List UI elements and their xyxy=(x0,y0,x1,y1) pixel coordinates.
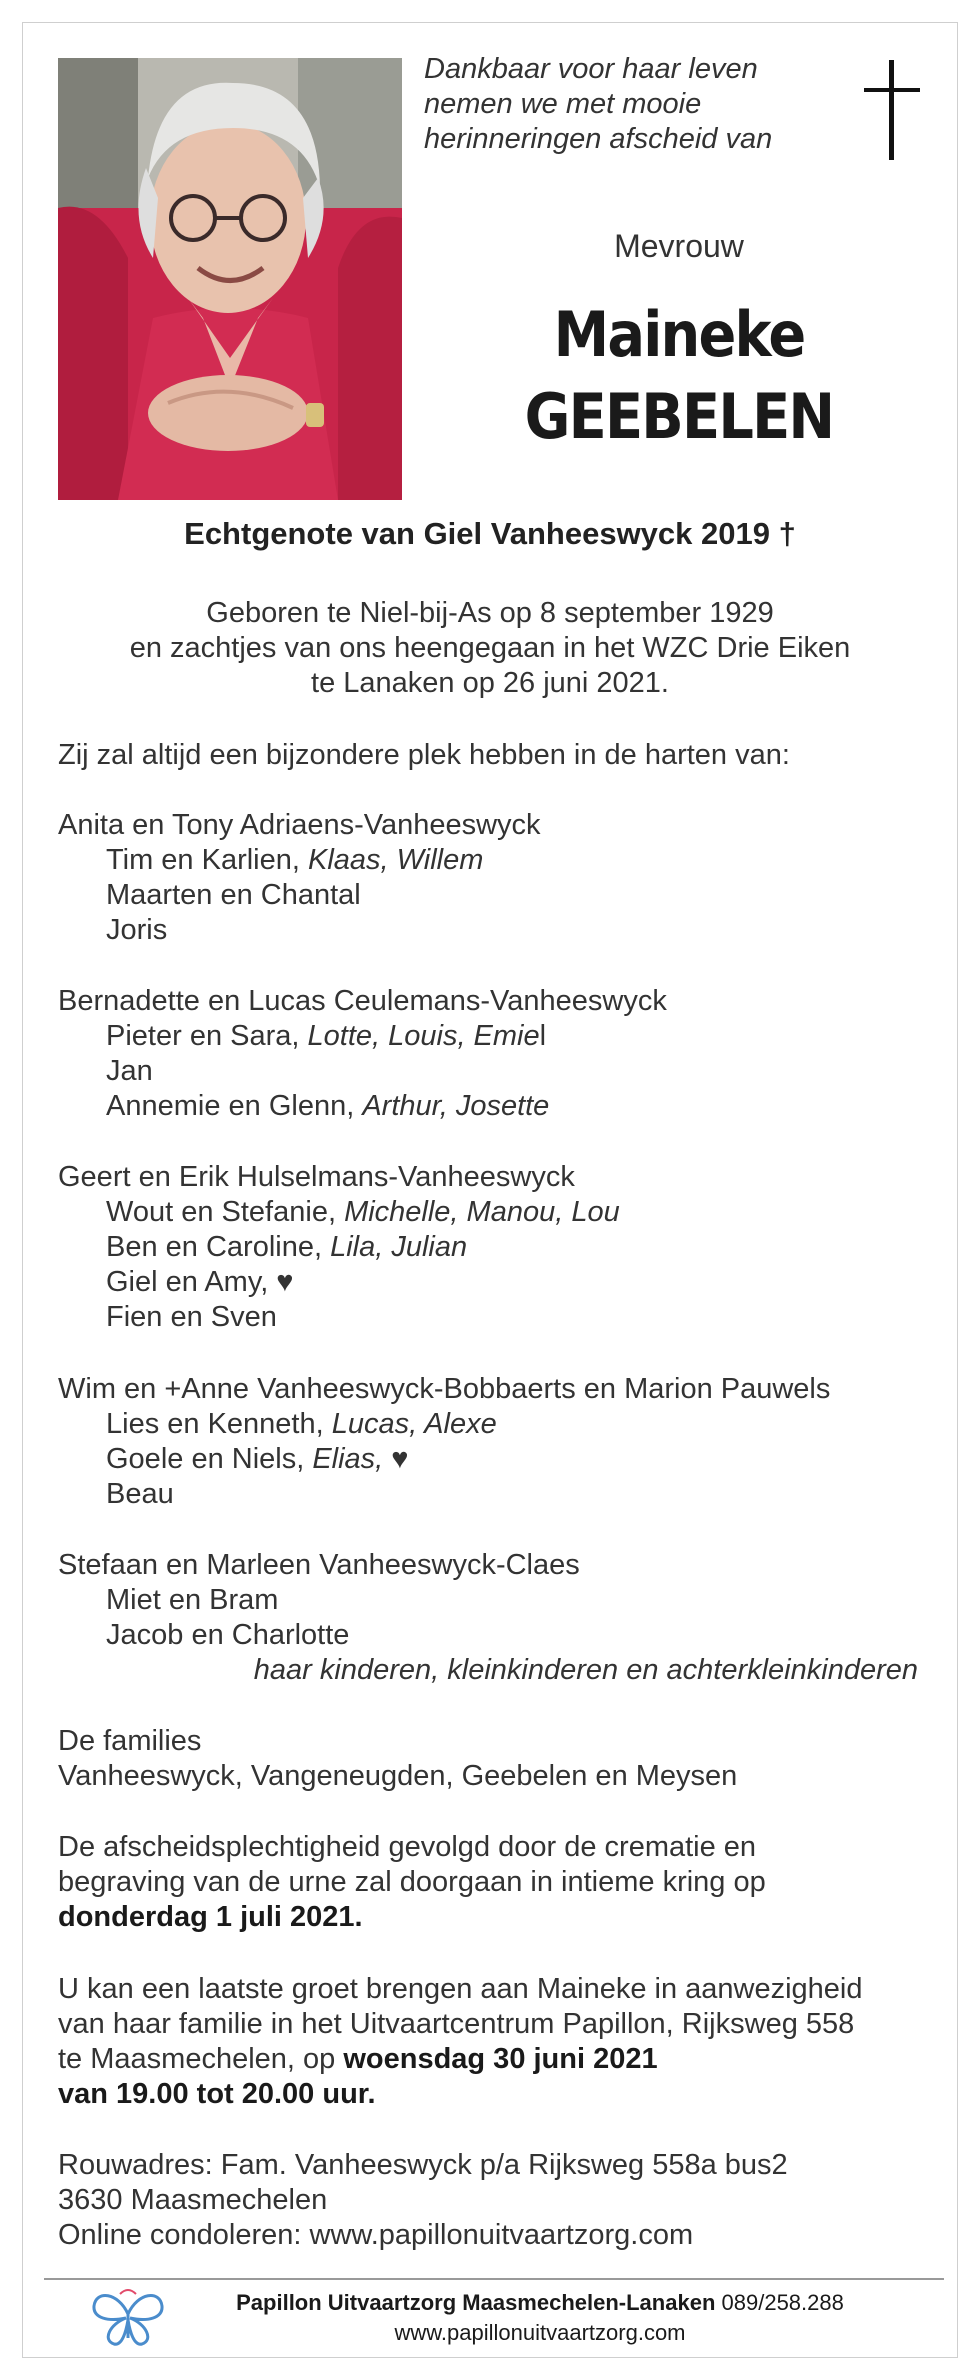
birth-line: te Lanaken op 26 juni 2021. xyxy=(311,667,669,699)
families-block xyxy=(58,1724,938,1794)
family-head: Geert en Erik Hulselmans-Vanheeswyck xyxy=(58,1161,575,1193)
family-row: Joris xyxy=(106,914,168,946)
row-italic: Michelle, Manou, Lou xyxy=(344,1196,620,1228)
family-row xyxy=(58,1442,938,1477)
family-row xyxy=(58,1407,938,1442)
family-row: Jacob en Charlotte xyxy=(106,1619,350,1651)
hearts-line xyxy=(58,738,938,773)
address-block xyxy=(58,2148,938,2253)
family-row: Beau xyxy=(106,1478,174,1510)
hearts-text: Zij zal altijd een bijzondere plek hebben in de harten van: xyxy=(58,739,790,771)
condolence-link[interactable]: Online condoleren: www.papillonuitvaartzorg.com xyxy=(58,2219,694,2251)
cross-icon xyxy=(864,60,920,160)
family-row xyxy=(58,843,938,878)
family-row xyxy=(58,1195,938,1230)
row-italic: Lucas, Alexe xyxy=(331,1408,497,1440)
family-row: Fien en Sven xyxy=(106,1301,277,1333)
row-italic: Lila, Julian xyxy=(330,1231,468,1263)
row-plain: Pieter en Sara, xyxy=(106,1020,308,1052)
funeral-home-website[interactable]: www.papillonuitvaartzorg.com xyxy=(394,2320,686,2345)
deceased-name xyxy=(518,294,840,458)
funeral-home-phone[interactable]: 089/258.288 xyxy=(721,2290,844,2315)
address-line: 3630 Maasmechelen xyxy=(58,2184,328,2216)
family-row: Giel en Amy, ♥ xyxy=(106,1266,294,1298)
family-block xyxy=(58,1372,938,1512)
visit-line: van haar familie in het Uitvaartcentrum Papillon, Rijksweg 558 xyxy=(58,2008,855,2040)
visit-plain: te Maasmechelen, op xyxy=(58,2043,344,2075)
funeral-home-name: Papillon Uitvaartzorg Maasmechelen-Lanaken xyxy=(236,2290,716,2315)
footer-company-line xyxy=(180,2288,900,2318)
family-row xyxy=(58,1089,938,1124)
portrait-photo xyxy=(58,58,402,500)
row-plain: Annemie en Glenn, xyxy=(106,1090,363,1122)
row-plain: Goele en Niels, xyxy=(106,1443,313,1475)
row-italic: Klaas, Willem xyxy=(308,844,484,876)
family-block xyxy=(58,984,938,1124)
family-row: Maarten en Chantal xyxy=(106,879,361,911)
footer xyxy=(180,2288,900,2348)
ceremony-line: begraving van de urne zal doorgaan in intieme kring op xyxy=(58,1866,766,1898)
row-plain: Ben en Caroline, xyxy=(106,1231,331,1263)
descendants-line: haar kinderen, kleinkinderen en achterkleinkinderen xyxy=(253,1654,918,1686)
ceremony-line: De afscheidsplechtigheid gevolgd door de crematie en xyxy=(58,1831,757,1863)
visit-line xyxy=(58,2042,938,2077)
birth-line: Geboren te Niel-bij-As op 8 september 1929 xyxy=(206,597,774,629)
birth-line: en zachtjes van ons heengegaan in het WZC Drie Eiken xyxy=(129,632,851,664)
family-row: Miet en Bram xyxy=(106,1584,279,1616)
salutation: Mevrouw xyxy=(614,228,744,264)
intro-line: Dankbaar voor haar leven xyxy=(424,53,758,85)
families-label: De families xyxy=(58,1725,202,1757)
intro-line: nemen we met mooie xyxy=(424,88,702,120)
family-block xyxy=(58,1548,938,1688)
last-name: GEEBELEN xyxy=(524,380,834,453)
family-row: Jan xyxy=(106,1055,153,1087)
visit-time: van 19.00 tot 20.00 uur. xyxy=(58,2078,376,2110)
ceremony-block xyxy=(58,1830,938,1935)
spouse-line: Echtgenote van Giel Vanheeswyck 2019 † xyxy=(184,516,796,551)
row-plain: Lies en Kenneth, xyxy=(106,1408,332,1440)
visit-block xyxy=(58,1972,938,2112)
family-block xyxy=(58,1160,938,1335)
ceremony-date: donderdag 1 juli 2021. xyxy=(58,1901,363,1933)
first-name: Maineke xyxy=(553,298,805,371)
visit-line: U kan een laatste groet brengen aan Maineke in aanwezigheid xyxy=(58,1973,863,2005)
family-row xyxy=(58,1230,938,1265)
family-head: Anita en Tony Adriaens-Vanheeswyck xyxy=(58,809,541,841)
family-head: Bernadette en Lucas Ceulemans-Vanheeswyck xyxy=(58,985,667,1017)
intro-line: herinneringen afscheid van xyxy=(424,123,773,155)
intro-text xyxy=(424,52,824,157)
family-head: Stefaan en Marleen Vanheeswyck-Claes xyxy=(58,1549,580,1581)
butterfly-logo-icon xyxy=(88,2284,168,2350)
row-tail: l xyxy=(539,1020,547,1052)
row-italic: Arthur, Josette xyxy=(362,1090,550,1122)
families-names: Vanheeswyck, Vangeneugden, Geebelen en Meysen xyxy=(58,1760,738,1792)
address-line: Rouwadres: Fam. Vanheeswyck p/a Rijksweg 558a bus2 xyxy=(58,2149,788,2181)
family-row xyxy=(58,1019,938,1054)
visit-date: woensdag 30 juni 2021 xyxy=(343,2043,658,2075)
footer-divider xyxy=(44,2278,944,2280)
row-plain: Wout en Stefanie, xyxy=(106,1196,345,1228)
row-italic: Elias, xyxy=(312,1443,384,1475)
row-plain: Tim en Karlien, xyxy=(106,844,308,876)
family-head: Wim en +Anne Vanheeswyck-Bobbaerts en Marion Pauwels xyxy=(58,1373,831,1405)
row-italic: Lotte, Louis, Emie xyxy=(307,1020,540,1052)
family-block xyxy=(58,808,938,948)
birth-details xyxy=(40,596,940,701)
row-tail: ♥ xyxy=(383,1443,409,1475)
